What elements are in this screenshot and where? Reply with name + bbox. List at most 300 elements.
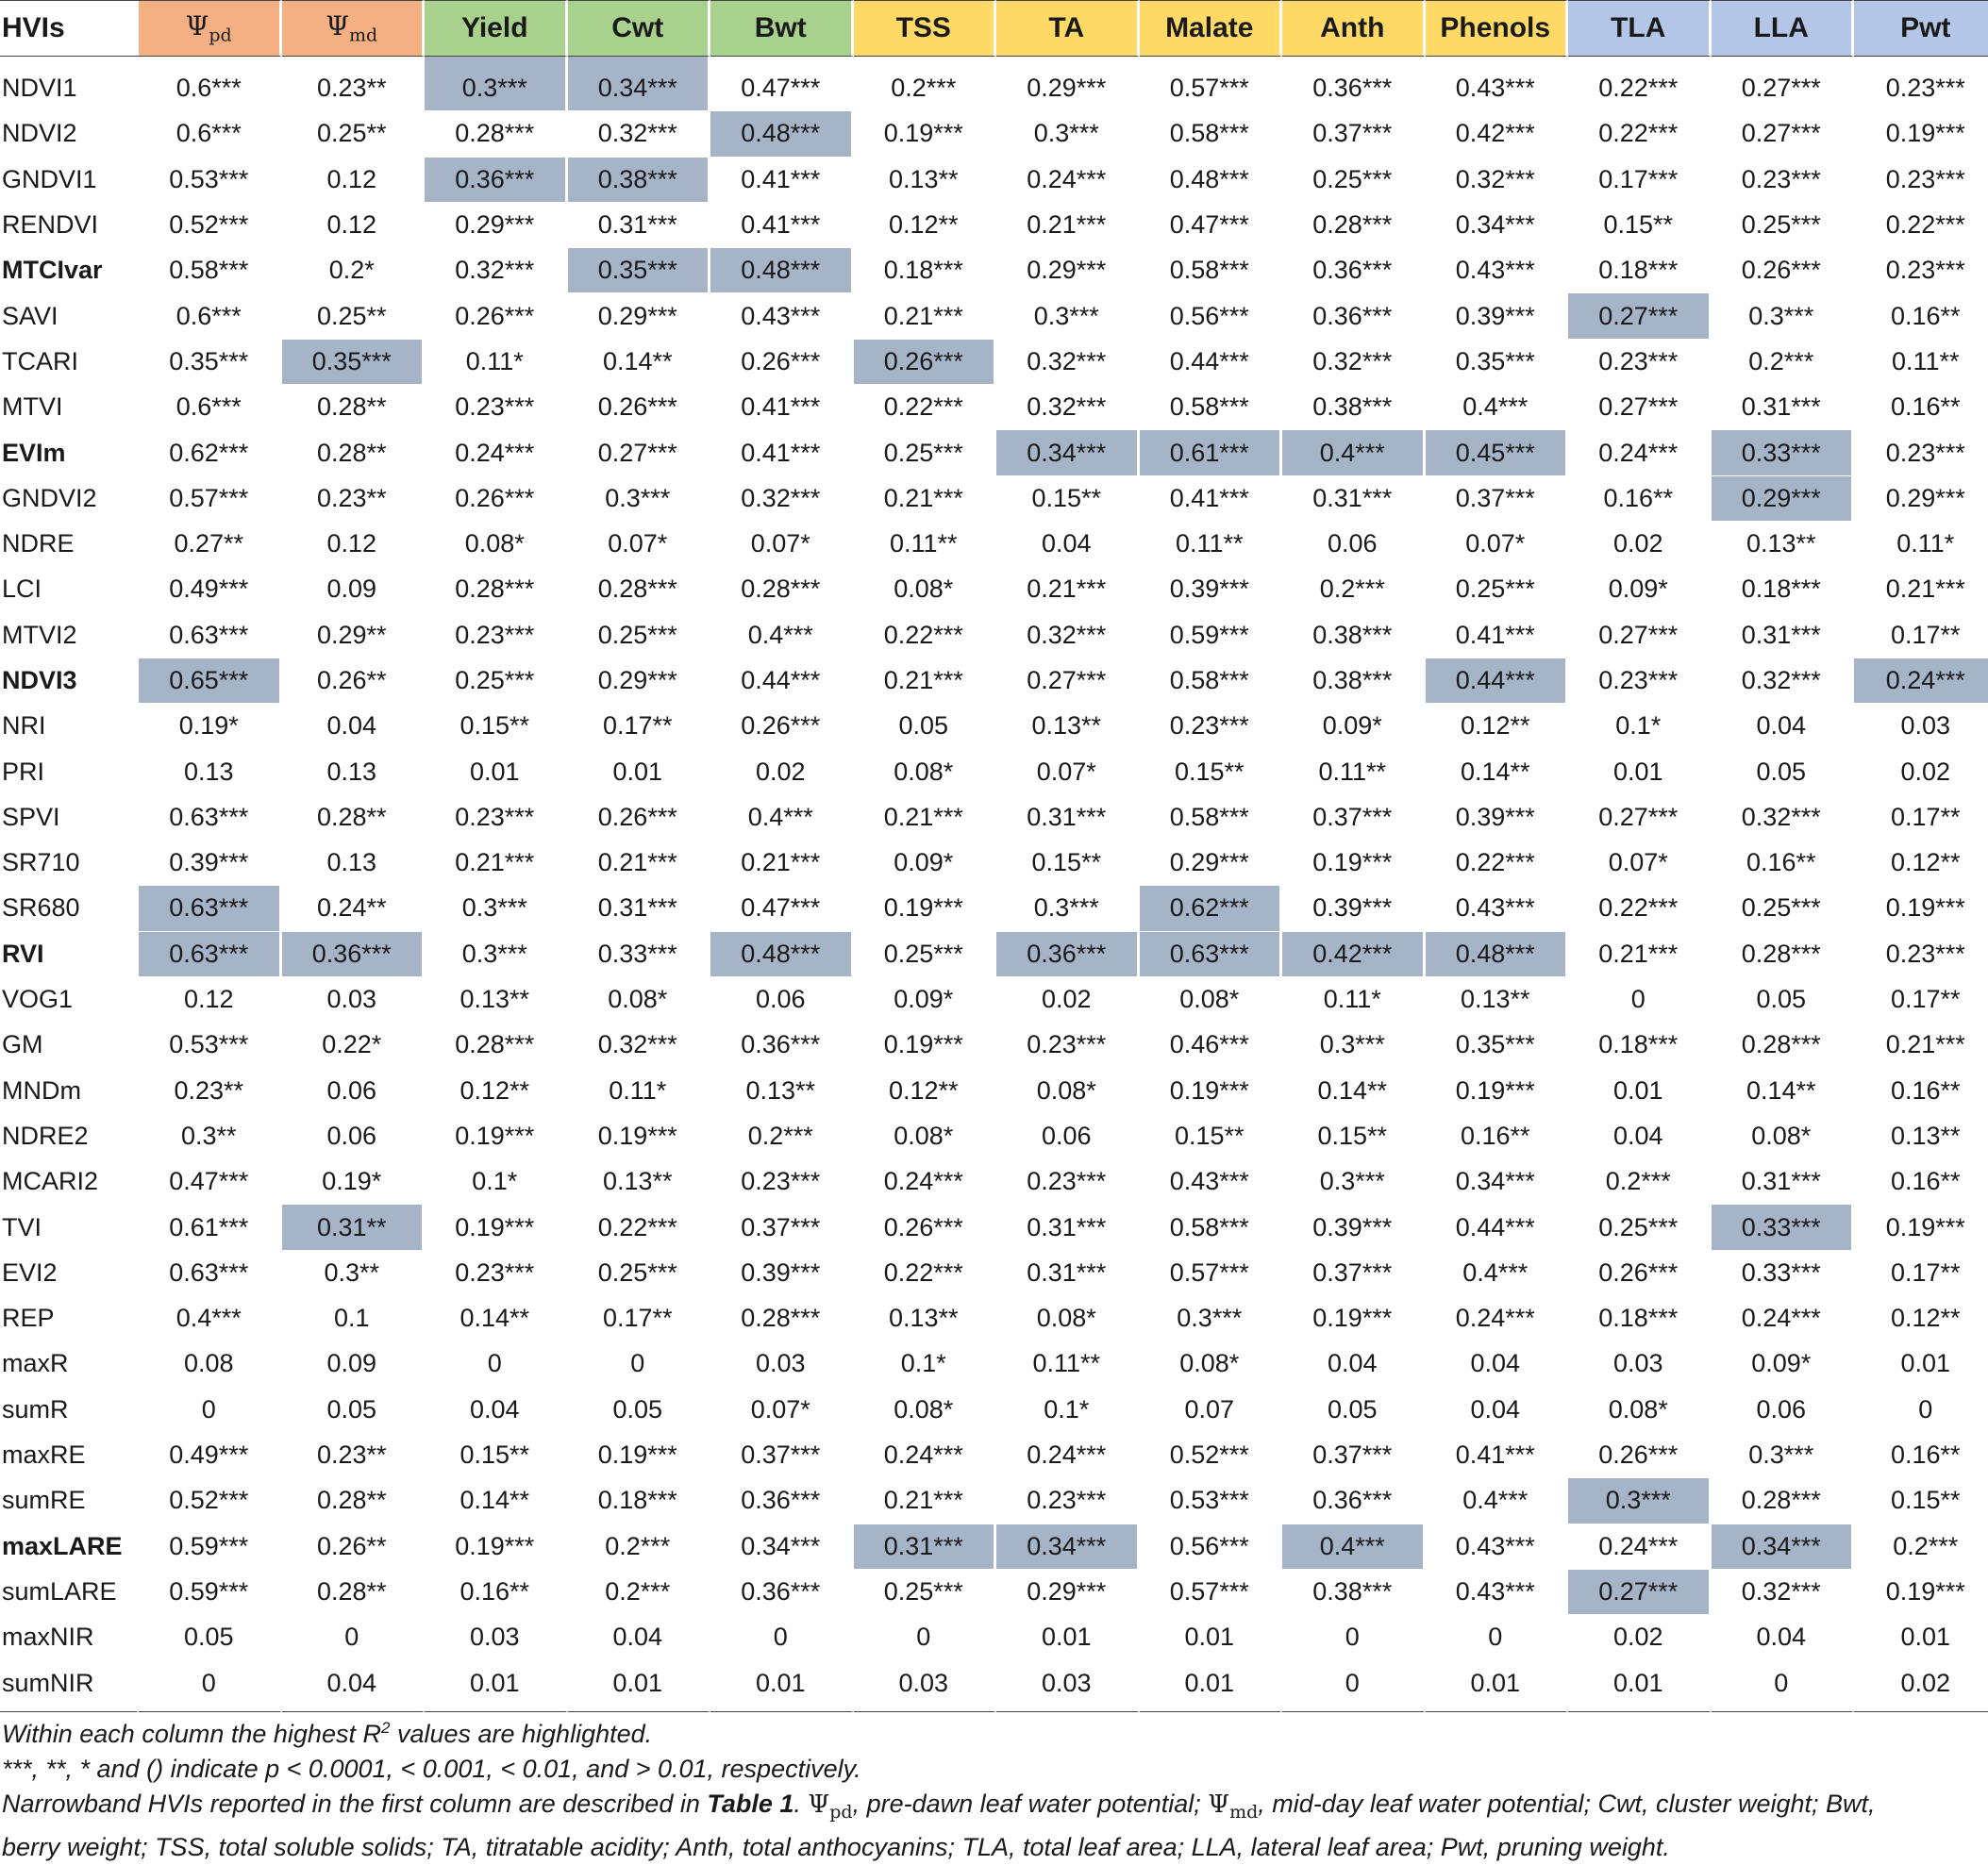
table-cell: 0 <box>568 1341 711 1387</box>
table-cell: 0.22*** <box>1854 203 1988 248</box>
table-cell: 0.08* <box>854 749 997 794</box>
table-cell: 0.44*** <box>1140 340 1283 385</box>
table-cell: 0.23*** <box>1854 57 1988 111</box>
table-cell: 0.31*** <box>568 886 711 931</box>
table-cell: 0.24** <box>282 886 426 931</box>
table-cell: 0.14** <box>1426 749 1569 794</box>
table-cell: 0.28*** <box>425 567 568 612</box>
table-cell: 0.3*** <box>1568 1478 1712 1524</box>
table-header <box>0 0 1988 57</box>
table-cell: 0.08* <box>1568 1388 1712 1433</box>
table-cell: 0.34*** <box>1426 1159 1569 1205</box>
table-cell: 0 <box>1712 1660 1855 1711</box>
table-cell: 0.01 <box>425 1660 568 1711</box>
table-cell: 0.06 <box>282 1069 426 1114</box>
row-label: MTCIvar <box>0 248 139 293</box>
table-cell: 0.48*** <box>710 111 854 157</box>
row-label: maxR <box>0 1341 139 1387</box>
table-cell: 0.23*** <box>1712 158 1855 203</box>
table-cell: 0.13** <box>568 1159 711 1205</box>
row-label: LCI <box>0 567 139 612</box>
table-cell: 0.11** <box>1282 749 1426 794</box>
row-label: NDRE2 <box>0 1114 139 1159</box>
table-cell: 0.03 <box>996 1660 1140 1711</box>
table-cell: 0.4*** <box>710 613 854 658</box>
table-cell: 0.57*** <box>1140 1570 1283 1615</box>
table-cell: 0.09* <box>1712 1341 1855 1387</box>
table-cell: 0.22*** <box>854 385 997 430</box>
table-1-reference[interactable]: Table 1 <box>707 1790 794 1818</box>
table-cell: 0.23*** <box>996 1023 1140 1068</box>
table-cell: 0.26*** <box>568 795 711 841</box>
table-cell: 0.41*** <box>1140 476 1283 522</box>
table-cell: 0.32*** <box>425 248 568 293</box>
table-cell: 0.41*** <box>1426 613 1569 658</box>
table-cell: 0.05 <box>282 1388 426 1433</box>
column-header-ta: TA <box>996 0 1140 57</box>
table-cell: 0.08* <box>854 1114 997 1159</box>
table-cell: 0.07* <box>568 522 711 567</box>
table-cell: 0.2*** <box>1712 340 1855 385</box>
table-cell: 0.16** <box>1712 841 1855 886</box>
table-cell: 0.43*** <box>1426 1570 1569 1615</box>
table-cell: 0.37*** <box>1282 795 1426 841</box>
table-row <box>0 1433 1988 1478</box>
table-cell: 0.23*** <box>1568 658 1712 704</box>
row-label: GNDVI1 <box>0 158 139 203</box>
table-row <box>0 1251 1988 1296</box>
table-row <box>0 522 1988 567</box>
table-cell: 0.27*** <box>1568 1570 1712 1615</box>
table-cell: 0.08* <box>1712 1114 1855 1159</box>
table-cell: 0.14** <box>568 340 711 385</box>
table-cell: 0.62*** <box>139 430 282 475</box>
table-cell: 0.33*** <box>1712 1251 1855 1296</box>
table-cell: 0.17*** <box>1568 158 1712 203</box>
table-cell: 0.59*** <box>139 1570 282 1615</box>
table-cell: 0.49*** <box>139 567 282 612</box>
table-cell: 0.4*** <box>1426 1478 1569 1524</box>
table-row <box>0 613 1988 658</box>
table-cell: 0.25*** <box>568 613 711 658</box>
table-cell: 0.07* <box>710 1388 854 1433</box>
table-cell: 0.08* <box>996 1069 1140 1114</box>
table-cell: 0.3*** <box>1712 293 1855 339</box>
table-cell: 0.28*** <box>425 111 568 157</box>
row-label: REP <box>0 1296 139 1341</box>
table-cell: 0.38*** <box>1282 613 1426 658</box>
table-row <box>0 476 1988 522</box>
table-cell: 0.58*** <box>139 248 282 293</box>
table-cell: 0.26*** <box>1568 1251 1712 1296</box>
table-cell: 0.63*** <box>139 932 282 977</box>
table-cell: 0.28*** <box>1712 932 1855 977</box>
table-cell: 0.32*** <box>996 340 1140 385</box>
table-cell: 0.19* <box>282 1159 426 1205</box>
table-cell: 0.04 <box>1426 1341 1569 1387</box>
table-cell: 0.27*** <box>1568 613 1712 658</box>
table-cell: 0.23*** <box>1854 248 1988 293</box>
table-cell: 0.41*** <box>1426 1433 1569 1478</box>
table-cell: 0.3*** <box>1712 1433 1855 1478</box>
table-cell: 0.15** <box>425 704 568 749</box>
row-label: maxLARE <box>0 1524 139 1570</box>
table-cell: 0.23*** <box>1568 340 1712 385</box>
table-cell: 0.04 <box>282 704 426 749</box>
table-cell: 0.58*** <box>1140 795 1283 841</box>
table-cell: 0.29*** <box>568 293 711 339</box>
table-cell: 0.38*** <box>1282 658 1426 704</box>
table-cell: 0.32*** <box>1712 1570 1855 1615</box>
table-cell: 0.1* <box>854 1341 997 1387</box>
table-row <box>0 111 1988 157</box>
table-cell: 0.48*** <box>710 248 854 293</box>
table-cell: 0.01 <box>1426 1660 1569 1711</box>
table-cell: 0.35*** <box>568 248 711 293</box>
table-cell: 0.03 <box>1854 704 1988 749</box>
column-header-tla: TLA <box>1568 0 1712 57</box>
table-cell: 0.28** <box>282 1478 426 1524</box>
table-cell: 0.02 <box>1568 522 1712 567</box>
table-cell: 0.31*** <box>1712 385 1855 430</box>
table-cell: 0.15** <box>1282 1114 1426 1159</box>
table-cell: 0.21*** <box>710 841 854 886</box>
table-cell: 0.52*** <box>1140 1433 1283 1478</box>
table-row <box>0 57 1988 111</box>
row-label: MTVI <box>0 385 139 430</box>
table-cell: 0.17** <box>568 704 711 749</box>
table-row <box>0 658 1988 704</box>
table-cell: 0.11** <box>854 522 997 567</box>
table-cell: 0.24*** <box>1568 430 1712 475</box>
table-cell: 0.3*** <box>425 57 568 111</box>
table-cell: 0.07 <box>1140 1388 1283 1433</box>
table-cell: 0.17** <box>1854 613 1988 658</box>
table-cell: 0.19*** <box>1282 1296 1426 1341</box>
table-cell: 0.15** <box>996 841 1140 886</box>
table-cell: 0.12** <box>854 203 997 248</box>
table-cell: 0.25*** <box>854 1570 997 1615</box>
table-cell: 0.03 <box>282 977 426 1023</box>
table-cell: 0.07* <box>996 749 1140 794</box>
table-cell: 0.33*** <box>1712 430 1855 475</box>
table-cell: 0.32*** <box>1712 795 1855 841</box>
table-cell: 0.13 <box>282 749 426 794</box>
row-label: EVIm <box>0 430 139 475</box>
header-row <box>0 0 1988 57</box>
table-cell: 0.13 <box>139 749 282 794</box>
table-row <box>0 1159 1988 1205</box>
table-cell: 0.19*** <box>425 1205 568 1250</box>
table-cell: 0.43*** <box>1426 1524 1569 1570</box>
table-cell: 0.3*** <box>996 886 1140 931</box>
table-cell: 0 <box>710 1615 854 1660</box>
table-cell: 0.26*** <box>710 340 854 385</box>
table-cell: 0.45*** <box>1426 430 1569 475</box>
table-cell: 0.01 <box>1140 1615 1283 1660</box>
table-cell: 0.35*** <box>1426 340 1569 385</box>
table-cell: 0.35*** <box>1426 1023 1569 1068</box>
table-cell: 0.32*** <box>996 613 1140 658</box>
table-cell: 0.05 <box>854 704 997 749</box>
table-cell: 0.65*** <box>139 658 282 704</box>
table-cell: 0.31*** <box>1712 613 1855 658</box>
table-cell: 0.13 <box>282 841 426 886</box>
table-cell: 0.25*** <box>1282 158 1426 203</box>
table-cell: 0.6*** <box>139 57 282 111</box>
column-header-phenols: Phenols <box>1426 0 1569 57</box>
table-cell: 0.25*** <box>568 1251 711 1296</box>
table-cell: 0.02 <box>710 749 854 794</box>
table-cell: 0 <box>1568 977 1712 1023</box>
table-cell: 0.19*** <box>1140 1069 1283 1114</box>
table-cell: 0.63*** <box>139 1251 282 1296</box>
table-cell: 0.4*** <box>1426 1251 1569 1296</box>
table-cell: 0.21*** <box>854 795 997 841</box>
table-cell: 0.21*** <box>1854 567 1988 612</box>
row-label: NRI <box>0 704 139 749</box>
table-cell: 0.1* <box>1568 704 1712 749</box>
table-cell: 0.48*** <box>1426 932 1569 977</box>
table-cell: 0.09* <box>1282 704 1426 749</box>
table-cell: 0.19*** <box>1854 1205 1988 1250</box>
table-row <box>0 430 1988 475</box>
table-cell: 0.6*** <box>139 111 282 157</box>
table-cell: 0.32*** <box>1282 340 1426 385</box>
table-cell: 0.15** <box>1140 1114 1283 1159</box>
table-cell: 0.25*** <box>425 658 568 704</box>
table-row <box>0 1296 1988 1341</box>
table-cell: 0.13** <box>996 704 1140 749</box>
table-cell: 0.23*** <box>425 385 568 430</box>
table-cell: 0.48*** <box>1140 158 1283 203</box>
table-cell: 0.29*** <box>996 248 1140 293</box>
table-cell: 0.26*** <box>1712 248 1855 293</box>
table-cell: 0.28*** <box>1712 1478 1855 1524</box>
table-cell: 0.28** <box>282 795 426 841</box>
table-cell: 0.02 <box>996 977 1140 1023</box>
table-cell: 0.12** <box>1854 841 1988 886</box>
table-row <box>0 340 1988 385</box>
table-cell: 0.21*** <box>425 841 568 886</box>
table-cell: 0 <box>282 1615 426 1660</box>
table-cell: 0.43*** <box>1426 886 1569 931</box>
table-cell: 0.13** <box>1712 522 1855 567</box>
table-cell: 0.3*** <box>996 293 1140 339</box>
table-cell: 0.05 <box>1282 1388 1426 1433</box>
table-cell: 0.21*** <box>996 567 1140 612</box>
table-cell: 0.63*** <box>139 886 282 931</box>
table-cell: 0.57*** <box>1140 1251 1283 1296</box>
table-body <box>0 57 1988 1712</box>
table-cell: 0.38*** <box>568 158 711 203</box>
table-cell: 0.15** <box>996 476 1140 522</box>
table-cell: 0.19*** <box>854 111 997 157</box>
table-cell: 0.04 <box>996 522 1140 567</box>
table-cell: 0.36*** <box>710 1478 854 1524</box>
table-row <box>0 886 1988 931</box>
table-cell: 0.21*** <box>854 476 997 522</box>
table-cell: 0.01 <box>425 749 568 794</box>
table-cell: 0.08* <box>854 1388 997 1433</box>
table-cell: 0.36*** <box>1282 1478 1426 1524</box>
row-label: PRI <box>0 749 139 794</box>
table-cell: 0.28** <box>282 385 426 430</box>
table-cell: 0.13** <box>1426 977 1569 1023</box>
table-cell: 0.42*** <box>1426 111 1569 157</box>
table-cell: 0.52*** <box>139 1478 282 1524</box>
table-cell: 0.4*** <box>1282 430 1426 475</box>
table-cell: 0.36*** <box>282 932 426 977</box>
table-cell: 0.24*** <box>425 430 568 475</box>
table-cell: 0 <box>1282 1660 1426 1711</box>
table-cell: 0.25*** <box>854 932 997 977</box>
row-label: NDVI2 <box>0 111 139 157</box>
table-cell: 0.01 <box>996 1615 1140 1660</box>
table-cell: 0.32*** <box>568 111 711 157</box>
table-cell: 0.23*** <box>425 613 568 658</box>
table-cell: 0.24*** <box>854 1433 997 1478</box>
table-cell: 0.1* <box>425 1159 568 1205</box>
table-cell: 0.31*** <box>996 1251 1140 1296</box>
row-label: maxNIR <box>0 1615 139 1660</box>
footnote-highlight: Within each column the highest $R^2$ values are highlighted. <box>2 1719 653 1748</box>
table-cell: 0.25*** <box>854 430 997 475</box>
table-cell: 0.14** <box>425 1478 568 1524</box>
table-cell: 0.58*** <box>1140 111 1283 157</box>
table-cell: 0.26*** <box>710 704 854 749</box>
table-cell: 0.11** <box>1854 340 1988 385</box>
table-cell: 0.29*** <box>996 1570 1140 1615</box>
table-cell: 0.23*** <box>996 1478 1140 1524</box>
table-cell: 0.15** <box>1568 203 1712 248</box>
table-cell: 0.27*** <box>568 430 711 475</box>
row-label: SR710 <box>0 841 139 886</box>
table-cell: 0.25** <box>282 111 426 157</box>
table-cell: 0.27*** <box>1568 795 1712 841</box>
table-cell: 0.18*** <box>1712 567 1855 612</box>
table-cell: 0.16** <box>1854 1433 1988 1478</box>
table-cell: 0.05 <box>568 1388 711 1433</box>
table-cell: 0.2*** <box>710 1114 854 1159</box>
table-cell: 0.22*** <box>568 1205 711 1250</box>
table-cell: 0.36*** <box>996 932 1140 977</box>
table-row <box>0 1205 1988 1250</box>
table-cell: 0.36*** <box>1282 57 1426 111</box>
table-cell: 0.24*** <box>996 158 1140 203</box>
table-row <box>0 1023 1988 1068</box>
table-cell: 0.05 <box>1712 749 1855 794</box>
table-cell: 0.53*** <box>139 1023 282 1068</box>
table-row <box>0 932 1988 977</box>
table-cell: 0.07* <box>1568 841 1712 886</box>
table-cell: 0.58*** <box>1140 1205 1283 1250</box>
table-cell: 0.23*** <box>1140 704 1283 749</box>
row-label: NDVI3 <box>0 658 139 704</box>
table-cell: 0.24*** <box>1854 658 1988 704</box>
table-cell: 0.29*** <box>1854 476 1988 522</box>
table-cell: 0 <box>139 1388 282 1433</box>
table-cell: 0.48*** <box>710 932 854 977</box>
table-cell: 0.31** <box>282 1205 426 1250</box>
table-cell: 0.21*** <box>854 1478 997 1524</box>
table-cell: 0.19*** <box>425 1114 568 1159</box>
table-cell: 0.63*** <box>1140 932 1283 977</box>
table-cell: 0.34*** <box>996 430 1140 475</box>
table-cell: 0.16** <box>1854 1159 1988 1205</box>
table-row <box>0 1388 1988 1433</box>
table-cell: 0.6*** <box>139 293 282 339</box>
row-label: SPVI <box>0 795 139 841</box>
row-label: GNDVI2 <box>0 476 139 522</box>
table-cell: 0.58*** <box>1140 658 1283 704</box>
row-label: EVI2 <box>0 1251 139 1296</box>
row-label: SAVI <box>0 293 139 339</box>
table-row <box>0 1660 1988 1711</box>
table-cell: 0.27*** <box>1712 111 1855 157</box>
table-cell: 0.29*** <box>1712 476 1855 522</box>
table-cell: 0.39*** <box>1282 1205 1426 1250</box>
table-cell: 0.59*** <box>139 1524 282 1570</box>
table-cell: 0.31*** <box>1282 476 1426 522</box>
table-cell: 0.06 <box>282 1114 426 1159</box>
table-cell: 0.41*** <box>710 430 854 475</box>
table-cell: 0.19*** <box>854 886 997 931</box>
table-cell: 0.61*** <box>139 1205 282 1250</box>
table-cell: 0.25*** <box>1712 203 1855 248</box>
table-cell: 0.03 <box>710 1341 854 1387</box>
table-cell: 0.04 <box>568 1615 711 1660</box>
table-cell: 0.19*** <box>425 1524 568 1570</box>
table-row <box>0 1615 1988 1660</box>
table-cell: 0.03 <box>854 1660 997 1711</box>
table-cell: 0.36*** <box>1282 293 1426 339</box>
table-cell: 0.21*** <box>854 293 997 339</box>
table-cell: 0.23** <box>282 57 426 111</box>
table-cell: 0.39*** <box>1426 795 1569 841</box>
table-cell: 0.23*** <box>1854 932 1988 977</box>
row-label: MNDm <box>0 1069 139 1114</box>
column-header-lla: LLA <box>1712 0 1855 57</box>
table-cell: 0.27*** <box>1712 57 1855 111</box>
table-cell: 0.31*** <box>996 795 1140 841</box>
table-row <box>0 158 1988 203</box>
table-cell: 0.29*** <box>425 203 568 248</box>
column-header-psi-md: $\Psi_{md}$ <box>282 0 426 57</box>
table-cell: 0.3** <box>282 1251 426 1296</box>
table-cell: 0.36*** <box>425 158 568 203</box>
column-header-yield: Yield <box>425 0 568 57</box>
table-cell: 0.19*** <box>1282 841 1426 886</box>
table-cell: 0.23*** <box>425 795 568 841</box>
table-cell: 0.52*** <box>139 203 282 248</box>
table-cell: 0.01 <box>710 1660 854 1711</box>
table-cell: 0.23** <box>282 1433 426 1478</box>
row-label: RENDVI <box>0 203 139 248</box>
table-cell: 0.26*** <box>854 1205 997 1250</box>
column-header-malate: Malate <box>1140 0 1283 57</box>
table-cell: 0.12 <box>282 158 426 203</box>
table-cell: 0.18*** <box>1568 248 1712 293</box>
table-cell: 0.02 <box>1568 1615 1712 1660</box>
table-cell: 0.09 <box>282 567 426 612</box>
table-cell: 0.19*** <box>1426 1069 1569 1114</box>
table-cell: 0.38*** <box>1282 1570 1426 1615</box>
column-header-tss: TSS <box>854 0 997 57</box>
table-cell: 0.19*** <box>854 1023 997 1068</box>
row-label: RVI <box>0 932 139 977</box>
table-cell: 0.3** <box>139 1114 282 1159</box>
